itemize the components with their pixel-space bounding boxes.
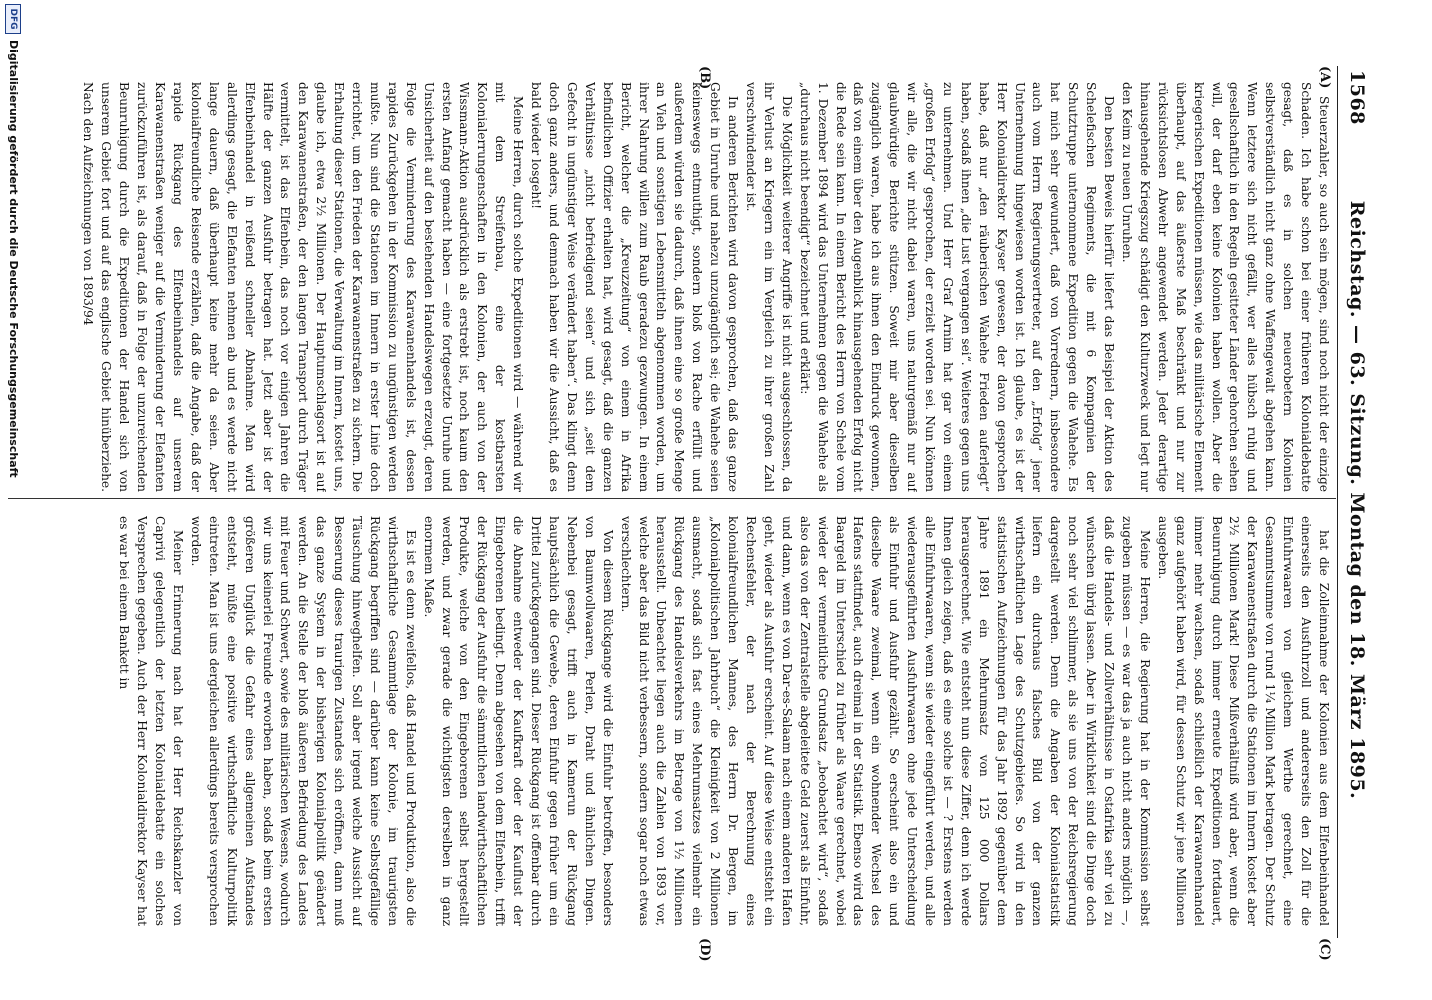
paragraph: In anderen Berichten wird davon gesprochen, daß das ganze Gebiet in Unruhe und nahezu unzugänglich sei; die Wahehe seien keineswegs entmuthigt, sondern bloß von Rache erfüllt und außerdem würden sie dadurch, daß ihnen eine so große Menge an Vieh und sonstigen Lebensmitteln abgenommen worden, um ihrer Nahrung willen zum Raub geradezu gezwungen. In einem Bericht, welcher die „Kreuzzeitung“ von einem in Afrika befindlichen Offizier erhalten hat, wird gesagt, daß die ganzen Verhältnisse „nicht befriedigend seien“ und sich „seit dem Gefecht in ungünstiger Weise verändert haben“. Das klingt denn doch ganz anders, und demnach haben wir die Aussicht, daß es bald wieder losgeht!	[529, 82, 741, 492]
margin-mark-a: (A)	[1317, 66, 1332, 89]
page-header	[1338, 70, 1368, 930]
digitization-footer	[0, 0, 26, 1000]
paragraph: Steuerzahler, so auch sein mögen, sind noch nicht der einzige Schaden. Ich habe schon bei einer früheren Kolonialdebatte gesagt, daß es in solchen neuerobetern Kolonien selbstverständlich nicht ganz ohne Waffengewalt abgehen kann. Wenn letztere sich nicht gefällt, wer alles hübsch ruhig und gesellschaftlich in den Regeln gesitteter Länder gehorchen sehen will, der darf eben keine Kolonien haben wollen. Aber die kriegerischen Expeditionen müssen, wie das militärische Element überhaupt, auf das äußerste Maß beschränkt und nur zur rücksichtslosen Abwehr angewendet werden. Jeder derartige hinausgehende Kriegszug schädigt den Kulturzweck und legt nur den Keim zu neuen Unruhen.	[1120, 82, 1331, 492]
margin-mark-c: (C)	[1317, 938, 1332, 961]
margin-mark-b: (B)	[697, 66, 712, 90]
right-column	[14, 516, 1332, 926]
left-column	[14, 82, 1332, 492]
paragraph: Den besten Beweis hierfür liefert das Beispiel der Aktion des Schelefischen Regiments, die mit 6 Kompagnien der Schutztruppe unternommene Expedition gegen die Wahehe. Es hat mich sehr gewundert, daß von Vorrednern, insbesondere auch vom Herrn Regierungsvertreter, auf den „Erfolg“ jener Unternehmung hingewiesen worden ist. Ich glaube, es ist der Herr Kolonialdirektor Kayser gewesen, der davon gesprochen habe, daß nur „den räuberischen Wahehe Frieden auferlegt“ haben, sodaß ihnen „die Lust vergangen sei“. Weiteres gegen uns zu unternehmen. Und Herr Graf Arnim hat gar von einem „großen Erfolg“ gesprochen, der erzielt worden sei. Nun können wir alle, die wir nicht dabei waren, uns naturgemäß nur auf glaubwürdige Berichte stützen. Soweit mir aber dieselben zugänglich waren, habe ich aus ihnen den Eindruck gewonnen, daß von einem über den Augenblick hinausgehenden Erfolg nicht die Rede sein kann. In einem Bericht des Herrn von Schele vom 1. Dezember 1894 wird das Unternehmen gegen die Wahehe als „durchaus nicht beendigt“ bezeichnet und erklärt:	[797, 82, 1117, 492]
paragraph: hat die Zolleinnahme der Kolonien aus dem Elfenbeinhandel einerseits den Ausfuhrzoll und andererseits den Zoll für die Einfuhrwaaren von gleichem Werthe gerechnet, eine Gesammtsumme von rund 1¼ Million Mark betragen. Der Schutz der Karawanenstraßen durch die Stationen im Innern kostet aber 2½ Millionen Mark! Diese Mißverhältniß wird aber, wenn die Beunruhigung durch immer erneute Expeditionen fortdauert, immer mehr wachsen, sodaß schließlich der Karawanenhandel ganz aufgehört haben wird, für dessen Schutz wir jene Millionen ausgeben.	[1155, 516, 1331, 926]
column-separator	[8, 498, 1336, 499]
paragraph: Meine Herren, durch solche Expeditionen wird — während wir mit dem Streifenbau, eine der kostbarsten Kolonialerrungenschaften in den Kolonien, der auch von der Wissmann-Aktion ausdrücklich als erstrebt ist, noch kaum den ersten Anfang gemacht haben — eine fortgesetzte Unruhe und Unsicherheit auf den bestehenden Handelswegen erzeugt, deren Folge die Verminderung des Karawanenhandels ist, dessen rapides Zurückgehen in der Kommission zu ungünstigen werden mußte. Nun sind die Stationen im Innern in erster Linie doch errichtet, um den Frieden der Karawanenstraßen zu sichern. Die Erhaltung dieser Stationen, die Verwaltung im Innern, kostet uns, glaube ich, etwa 2½ Millionen. Der Hauptumschlagsort ist auf den Karawanenstraßen, der den langen Transport durch Träger vermittelt, ist das Elfenbein, das noch vor einigen Jahren die Hälfte der ganzen Ausfuhr betragen hat. Jetzt aber ist der Elfenbeinhandel in reißend schneller Abnahme. Man wird allerdings gesagt, die Elefanten nehmen ab und es werde nicht lange dauern, daß überhaupt keine mehr da seien. Aber kolonialfreundliche Reisende erzählen, daß die Angabe, daß der rapide Rückgang des Elfenbeinhandels auf unserem Karawanenstraßen weniger auf die Verminderung der Elefanten zurückzuführen ist, als darauf, daß in Folge der unzureichenden Beunruhigung durch die Expeditionen der Handel sich von unserem Gebiet fort und auf das englische Gebiet hinüberziehe. Nach den Aufzeichnungen von 1893/94	[81, 82, 526, 492]
footer-credit: Digitalisierung gefördert durch die Deutsche Forschungsgemeinschaft	[7, 40, 20, 478]
header-rule	[1337, 66, 1338, 938]
paragraph: Meiner Erinnerung nach hat der Herr Reichskanzler von Caprivi gelegentlich der letzten Kolonialdebatte ein solches Versprechen gegeben. Auch der Herr Kolonialdirektor Kayser hat es war bei einem Bankett in	[117, 516, 185, 926]
paragraph: Von diesem Rückgange wird die Einfuhr betroffen, besonders von Baumwollwaaren, Perlen, Draht und ähnlichen Dingen. Nebenbei gesagt, trifft auch in Kamerun der Rückgang hauptsächlich die Gewebe, deren Einfuhr gegen früher um ein Drittel zurückgegangen sind. Dieser Rückgang ist offenbar durch die Abnahme entweder der Kaufkraft oder der Kauflust der Eingeborenen bedingt. Denn abgesehen von dem Elfenbein, trifft der Rückgang der Ausfuhr die sämmtlichen landwirthschaftlichen Produkte, welche von den Eingeborenen selbst hergestellt werden, und zwar gerade die wichtigsten derselben in ganz enormem Maße.	[421, 516, 615, 926]
paragraph: Es ist es denn zweifellos, daß Handel und Produktion, also die wirthschaftliche Gesammtlage der Kolonie, im traurigsten Rückgang begriffen sind — darüber kann keine Selbstgefällige Täuschung hinweghelfen. Soll aber irgend welche Aussicht auf Besserung dieses traurigen Zustandes sich eröffnen, dann muß das ganze System in der bisherigen Kolonialpolitik geändert werden. An die Stelle der bloß äußeren Befriedung des Landes mit Feuer und Schwert, sowie des militärischen Wesens, wodurch wir uns keinerlei Freunde erworben haben, sodaß beim ersten größeren Unglück die Gefahr eines allgemeinen Aufstandes entsteht, müßte eine positive wirthschaftliche Kulturpolitik eintreten. Man ist uns dergleichen allerdings bereits versprochen worden.	[188, 516, 418, 926]
dfg-logo-icon: DFG	[5, 4, 21, 34]
paragraph: Meine Herren, die Regierung hat in der Kommission selbst zugeben müssen — es war das ja auch nicht anders möglich —, daß die Handels- und Zollverhältnisse in Ostafrika sehr viel zu wünschen übrig lassen. Aber in Wirklichkeit sind die Dinge doch noch sehr viel schlimmer, als sie uns von der Reichsregierung dargestellt werden. Denn die Angaben der Kolonialstatistik liefern ein durchaus falsches Bild von der ganzen wirthschaftlichen Lage des Schutzgebietes. So wird in den statistischen Aufzeichnungen für das Jahr 1892 gegenüber dem Jahre 1891 ein Mehrumsatz von 125 000 Dollars herausgerechnet. Wie entsteht nun diese Ziffer, denn ich werde Ihnen gleich zeigen, daß es eine solche ist — ? Erstens werden alle Einfuhrwaaren, wenn sie wieder eingeführt werden, und alle wiederausgeführten Ausfuhrwaaren ohne jede Unterscheidung als Einfuhr und Ausfuhr gezählt. So erscheint also ein und dieselbe Waare zweimal, wenn ein wohnender Wechsel des Hafens stattfindet, auch dreimal in der Statistik. Ebenso wird das Baargeld im Unterschied zu früher als Waare gerechnet, wobei wieder der vermeintliche Grundsatz „beobachtet wird“, sodaß also das von der Zentralstelle abgeleitete Geld zuerst als Einfuhr, und dann, wenn es von Dar-es-Salaam nach einem anderen Hafen geht, wieder als Ausfuhr erscheint. Auf diese Weise entsteht ein Rechensfehler, der nach der Berechnung eines kolonialfreundlichen Mannes, des Herrn Dr. Bergen, im „Kolonialpolitischen Jahrbuch“ die Kleinigkeit von 2 Millionen ausmacht, sodaß sich fast eines Mehrumsatzes vielmehr ein Rückgang des Handelsverkehrs im Betrage von 1½ Millionen herausstellt. Unbeachtet liegen auch die Zahlen von 1893 vor, welche aber das Bild nicht verbessern, sondern sogar noch etwas verschlechtern.	[618, 516, 1152, 926]
running-title: Reichstag. — 63. Sitzung. Montag den 18. März 1895.	[1346, 200, 1368, 800]
paragraph: Die Möglichkeit weiterer Angriffe ist nicht ausgeschlossen, da ihr Verlust an Kriegern ein im Vergleich zu ihrer großen Zahl verschwindender ist.	[744, 82, 794, 492]
margin-mark-d: (D)	[697, 938, 712, 962]
page-number: 1568	[1346, 70, 1368, 125]
